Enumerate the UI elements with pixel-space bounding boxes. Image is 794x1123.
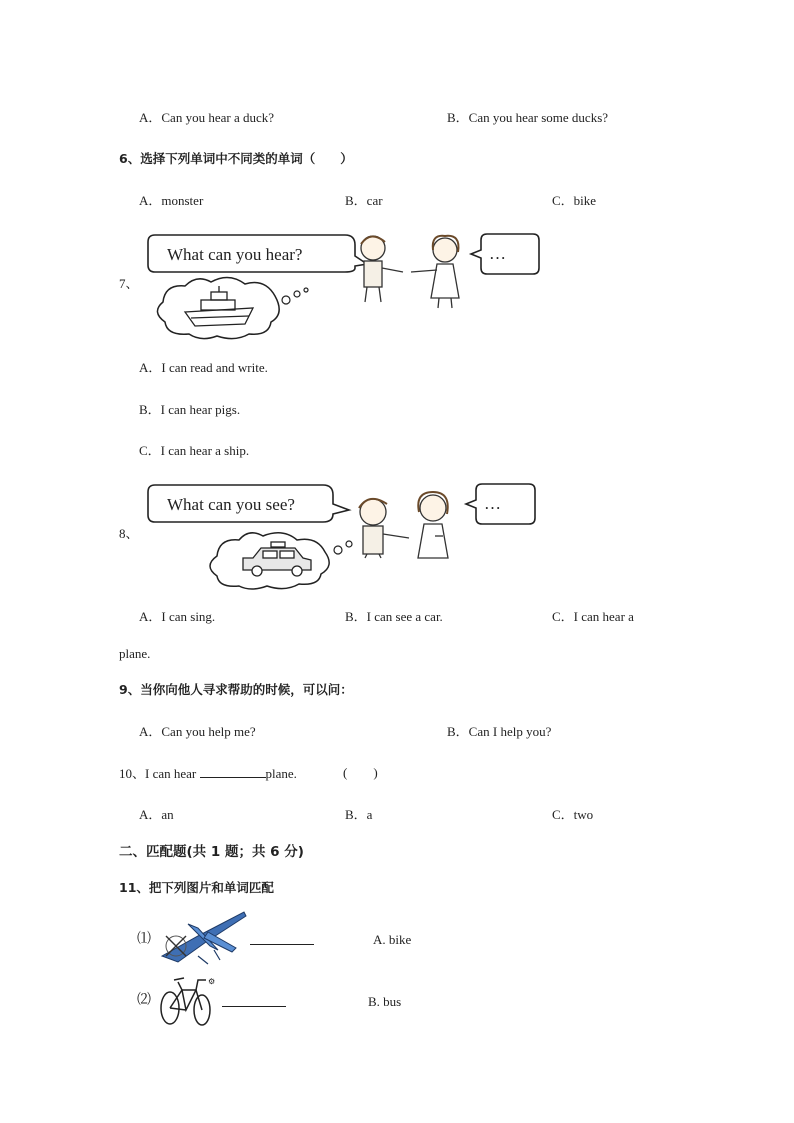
q11-word-a: A. bike: [373, 932, 412, 947]
q7-option-c[interactable]: C．I can hear a ship.: [139, 443, 250, 458]
q8-reply-bubble: [466, 484, 535, 524]
q8-speech-bubble: [148, 485, 349, 522]
svg-text:⚙: ⚙: [208, 977, 216, 986]
q10-option-a[interactable]: A．an: [139, 807, 174, 822]
q7-boy-figure: [361, 236, 403, 302]
q6-option-a[interactable]: A．monster: [139, 193, 204, 208]
q11-item2-answer-blank[interactable]: [222, 994, 286, 1007]
q11-item1-answer-blank[interactable]: [250, 932, 314, 945]
plane-icon: [158, 906, 250, 966]
q8-number: 8、: [119, 526, 139, 541]
section2-heading: 二、匹配题(共 1 题；共 6 分): [119, 844, 304, 860]
q8-reply-text: …: [484, 494, 501, 513]
q9-option-b[interactable]: B．Can I help you?: [447, 724, 552, 739]
q10-option-b[interactable]: B．a: [345, 807, 373, 822]
q8-option-b[interactable]: B．I can see a car.: [345, 609, 443, 624]
q7-speech-bubble: [148, 235, 367, 272]
q10-stem: [119, 765, 297, 782]
q7-illustration: [145, 228, 545, 340]
q6-option-c[interactable]: C．bike: [552, 193, 597, 208]
q11-word-b: B. bus: [368, 994, 402, 1009]
q11-stem: 11、把下列图片和单词匹配: [119, 880, 274, 895]
q8-option-c[interactable]: C．I can hear a: [552, 609, 634, 624]
q6-stem: 6、选择下列单词中不同类的单词（ ）: [119, 151, 353, 166]
q9-option-a[interactable]: A．Can you help me?: [139, 724, 256, 739]
q10-answer-blank[interactable]: [200, 765, 266, 778]
q8-boy-figure: [359, 499, 409, 558]
q7-speech-text: What can you hear?: [167, 245, 303, 264]
q7-option-b[interactable]: B．I can hear pigs.: [139, 402, 241, 417]
q7-girl-figure: [411, 236, 459, 308]
q7-reply-bubble: [471, 234, 539, 274]
q11-item2-number: ⑵: [137, 993, 151, 1008]
q5-option-a[interactable]: A．Can you hear a duck?: [139, 110, 275, 125]
q10-answer-paren[interactable]: ( ): [343, 765, 378, 780]
q11-item1-number: ⑴: [137, 932, 151, 947]
q7-number: 7、: [119, 276, 139, 291]
q8-option-a[interactable]: A．I can sing.: [139, 609, 216, 624]
q7-option-a[interactable]: A．I can read and write.: [139, 360, 268, 375]
q8-option-c-continued: plane.: [119, 646, 151, 661]
q8-speech-text: What can you see?: [167, 495, 295, 514]
q8-girl-figure: [418, 492, 448, 558]
q10-stem-before: 10、I can hear: [119, 766, 200, 781]
q10-option-c[interactable]: C．two: [552, 807, 594, 822]
q7-thought-cloud: [157, 277, 308, 338]
q8-thought-cloud: [210, 533, 352, 589]
q5-option-b[interactable]: B．Can you hear some ducks?: [447, 110, 609, 125]
q6-option-b[interactable]: B．car: [345, 193, 383, 208]
q10-stem-after: plane.: [265, 766, 297, 781]
bicycle-icon: [158, 974, 220, 1028]
q7-reply-text: …: [489, 244, 506, 263]
q8-illustration: [145, 478, 545, 590]
q9-stem: 9、当你向他人寻求帮助的时候，可以问：: [119, 682, 353, 697]
